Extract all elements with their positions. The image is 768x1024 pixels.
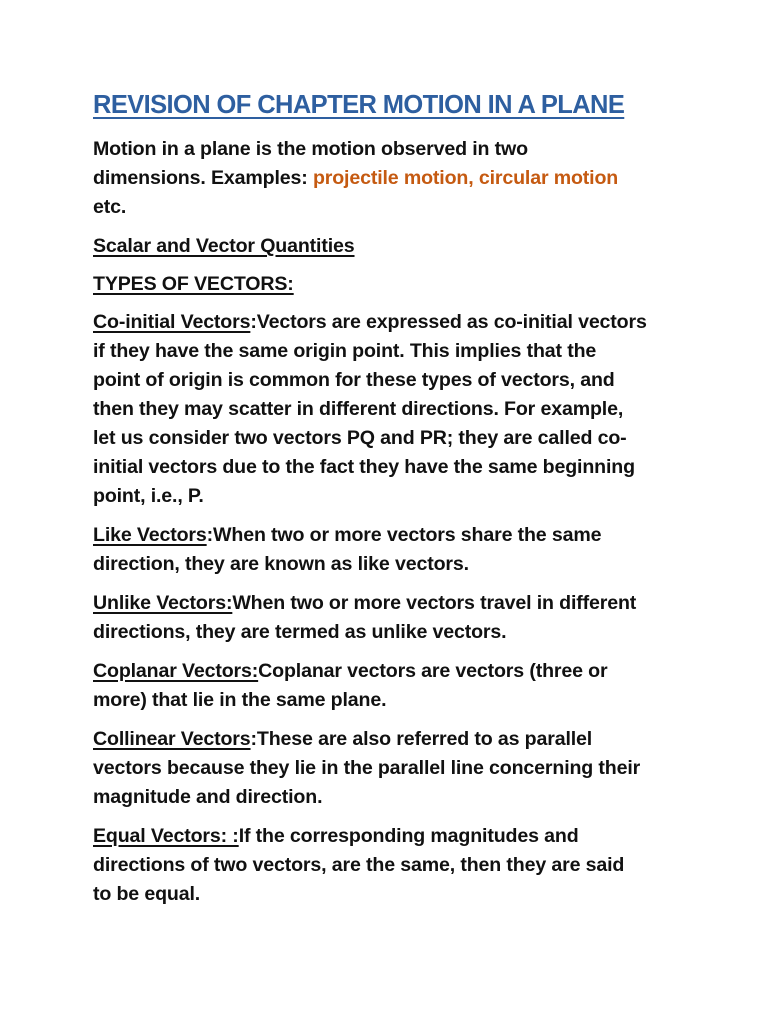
scalar-vector-heading: [93, 232, 683, 261]
scalar-vector-heading-text: Scalar and Vector Quantities: [93, 235, 355, 257]
document-page: [93, 88, 683, 919]
co-initial-line-1: [93, 308, 683, 337]
intro-line-2: [93, 164, 683, 193]
types-heading: [93, 270, 683, 299]
collinear-line-1: [93, 725, 683, 754]
unlike-line-2: directions, they are termed as unlike vectors.: [93, 621, 507, 643]
co-initial-line-3: point of origin is common for these types of vectors, and: [93, 369, 615, 391]
document-title: REVISION OF CHAPTER MOTION IN A PLANE: [93, 91, 625, 119]
coplanar-line-1: [93, 657, 683, 686]
collinear-paragraph: [93, 725, 683, 812]
unlike-line-1: [93, 589, 683, 618]
coplanar-text-1: Coplanar vectors are vectors (three or: [258, 660, 608, 682]
types-heading-text: TYPES OF VECTORS:: [93, 273, 294, 295]
equal-line-1: [93, 822, 683, 851]
examples-highlight: projectile motion, circular motion: [312, 167, 619, 189]
equal-term: Equal Vectors: :: [93, 825, 239, 847]
collinear-term: Collinear Vectors: [93, 728, 251, 750]
like-line-1: [93, 521, 683, 550]
equal-line-2: directions of two vectors, are the same, then they are said: [93, 854, 625, 876]
intro-line-2-prefix: dimensions. Examples:: [93, 167, 313, 189]
collinear-text-1: :These are also referred to as parallel: [250, 728, 593, 750]
coplanar-term: Coplanar Vectors:: [93, 660, 259, 682]
collinear-line-2: vectors because they lie in the parallel line concerning their: [93, 757, 641, 779]
like-term: Like Vectors: [93, 524, 207, 546]
coplanar-paragraph: [93, 657, 683, 715]
co-initial-line-5: let us consider two vectors PQ and PR; they are called co-: [93, 427, 627, 449]
unlike-term: Unlike Vectors:: [93, 592, 233, 614]
co-initial-line-4: then they may scatter in different directions. For example,: [93, 398, 624, 420]
co-initial-line-6: initial vectors due to the fact they have the same beginning: [93, 456, 635, 478]
like-paragraph: [93, 521, 683, 579]
equal-text-1: If the corresponding magnitudes and: [238, 825, 579, 847]
equal-paragraph: [93, 822, 683, 909]
co-initial-text-1: :Vectors are expressed as co-initial vectors: [250, 311, 647, 333]
co-initial-paragraph: [93, 308, 683, 511]
equal-line-3: to be equal.: [93, 883, 201, 905]
intro-paragraph: [93, 135, 683, 222]
co-initial-term: Co-initial Vectors: [93, 311, 251, 333]
unlike-paragraph: [93, 589, 683, 647]
intro-line-3: etc.: [93, 196, 127, 218]
collinear-line-3: magnitude and direction.: [93, 786, 323, 808]
co-initial-line-7: point, i.e., P.: [93, 485, 204, 507]
unlike-text-1: When two or more vectors travel in different: [232, 592, 637, 614]
intro-line-1: Motion in a plane is the motion observed in two: [93, 138, 528, 160]
like-line-2: direction, they are known as like vectors.: [93, 553, 469, 575]
coplanar-line-2: more) that lie in the same plane.: [93, 689, 387, 711]
co-initial-line-2: if they have the same origin point. This implies that the: [93, 340, 597, 362]
like-text-1: :When two or more vectors share the same: [206, 524, 602, 546]
